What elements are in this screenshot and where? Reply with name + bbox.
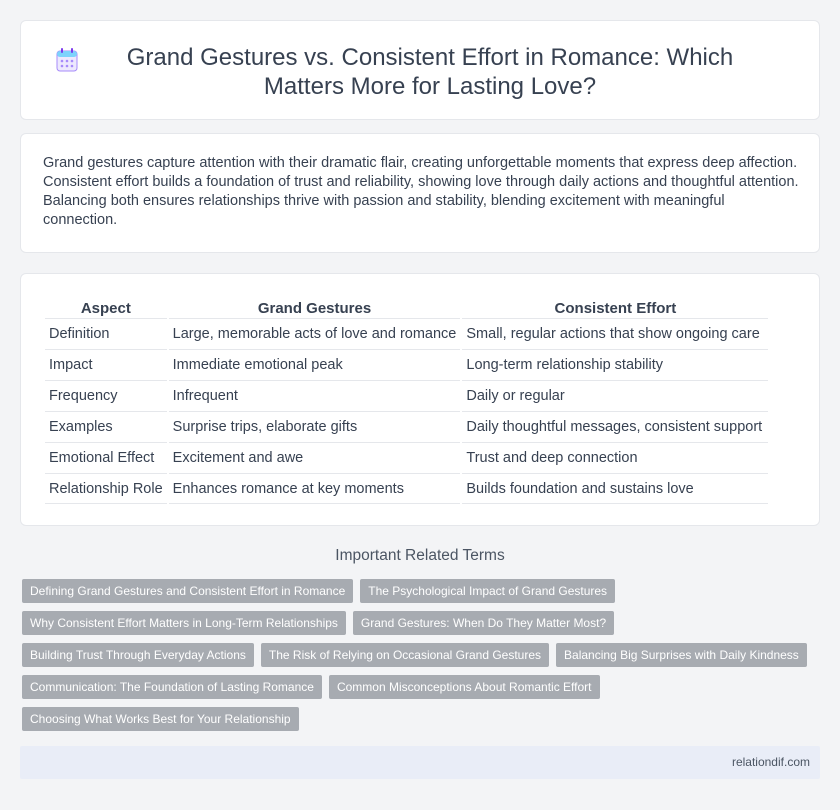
table-cell-grand: Infrequent	[169, 380, 461, 411]
related-term-link[interactable]: The Risk of Relying on Occasional Grand Gestures	[261, 643, 549, 667]
related-term-link[interactable]: Balancing Big Surprises with Daily Kindness	[556, 643, 807, 667]
table-cell-consistent: Long-term relationship stability	[462, 349, 768, 380]
table-row	[45, 318, 768, 349]
table-cell-consistent: Trust and deep connection	[462, 442, 768, 473]
related-term-link[interactable]: Why Consistent Effort Matters in Long-Term Relationships	[22, 611, 346, 635]
table-cell-aspect: Emotional Effect	[45, 442, 167, 473]
related-term-link[interactable]: The Psychological Impact of Grand Gestures	[360, 579, 615, 603]
footer	[20, 746, 820, 779]
related-term-link[interactable]: Grand Gestures: When Do They Matter Most?	[353, 611, 614, 635]
title-card	[20, 20, 820, 120]
table-cell-grand: Immediate emotional peak	[169, 349, 461, 380]
table-header-row	[45, 296, 768, 318]
related-term-link[interactable]: Choosing What Works Best for Your Relationship	[22, 707, 299, 731]
header-grand-gestures: Grand Gestures	[257, 299, 372, 317]
table-cell-grand: Large, memorable acts of love and romance	[169, 318, 461, 349]
tag-row	[22, 611, 812, 635]
intro-card	[20, 133, 820, 253]
related-terms-heading: Important Related Terms	[335, 547, 505, 564]
table-cell-consistent: Small, regular actions that show ongoing care	[462, 318, 768, 349]
table-row	[45, 411, 768, 442]
table-cell-grand: Surprise trips, elaborate gifts	[169, 411, 461, 442]
table-cell-consistent: Daily thoughtful messages, consistent support	[462, 411, 768, 442]
tag-row	[22, 643, 812, 667]
tag-row	[22, 675, 812, 699]
table-row	[45, 442, 768, 473]
table-cell-aspect: Relationship Role	[45, 473, 167, 504]
page-title: Grand Gestures vs. Consistent Effort in Romance: Which Matters More for Lasting Love?	[126, 44, 734, 100]
related-term-link[interactable]: Common Misconceptions About Romantic Effort	[329, 675, 600, 699]
table-cell-consistent: Daily or regular	[462, 380, 768, 411]
title-wrap	[21, 43, 819, 101]
related-term-link[interactable]: Defining Grand Gestures and Consistent Effort in Romance	[22, 579, 353, 603]
calendar-icon	[55, 47, 79, 73]
related-term-link[interactable]: Building Trust Through Everyday Actions	[22, 643, 254, 667]
table-cell-grand: Excitement and awe	[169, 442, 461, 473]
tag-row	[22, 707, 812, 731]
header-consistent-effort: Consistent Effort	[554, 299, 677, 317]
related-terms-list	[22, 579, 812, 739]
table-cell-grand: Enhances romance at key moments	[169, 473, 461, 504]
table-row	[45, 349, 768, 380]
related-term-link[interactable]: Communication: The Foundation of Lasting Romance	[22, 675, 322, 699]
table-cell-aspect: Examples	[45, 411, 167, 442]
footer-site-link[interactable]: relationdif.com	[731, 755, 810, 769]
comparison-card	[20, 273, 820, 526]
intro-paragraph: Grand gestures capture attention with their dramatic flair, creating unforgettable moments that express deep affection. Consistent effort builds a foundation of trust and reliability, showing love through daily actions and thoughtful attention. Balancing both ensures relationships thrive with passion and stability, blending excitement with meaningful connection.	[43, 155, 799, 228]
tag-row	[22, 579, 812, 603]
header-aspect: Aspect	[80, 299, 131, 317]
table-cell-aspect: Impact	[45, 349, 167, 380]
table-row	[45, 380, 768, 411]
table-cell-consistent: Builds foundation and sustains love	[462, 473, 768, 504]
table-row	[45, 473, 768, 504]
table-cell-aspect: Definition	[45, 318, 167, 349]
comparison-table	[43, 296, 770, 504]
table-cell-aspect: Frequency	[45, 380, 167, 411]
